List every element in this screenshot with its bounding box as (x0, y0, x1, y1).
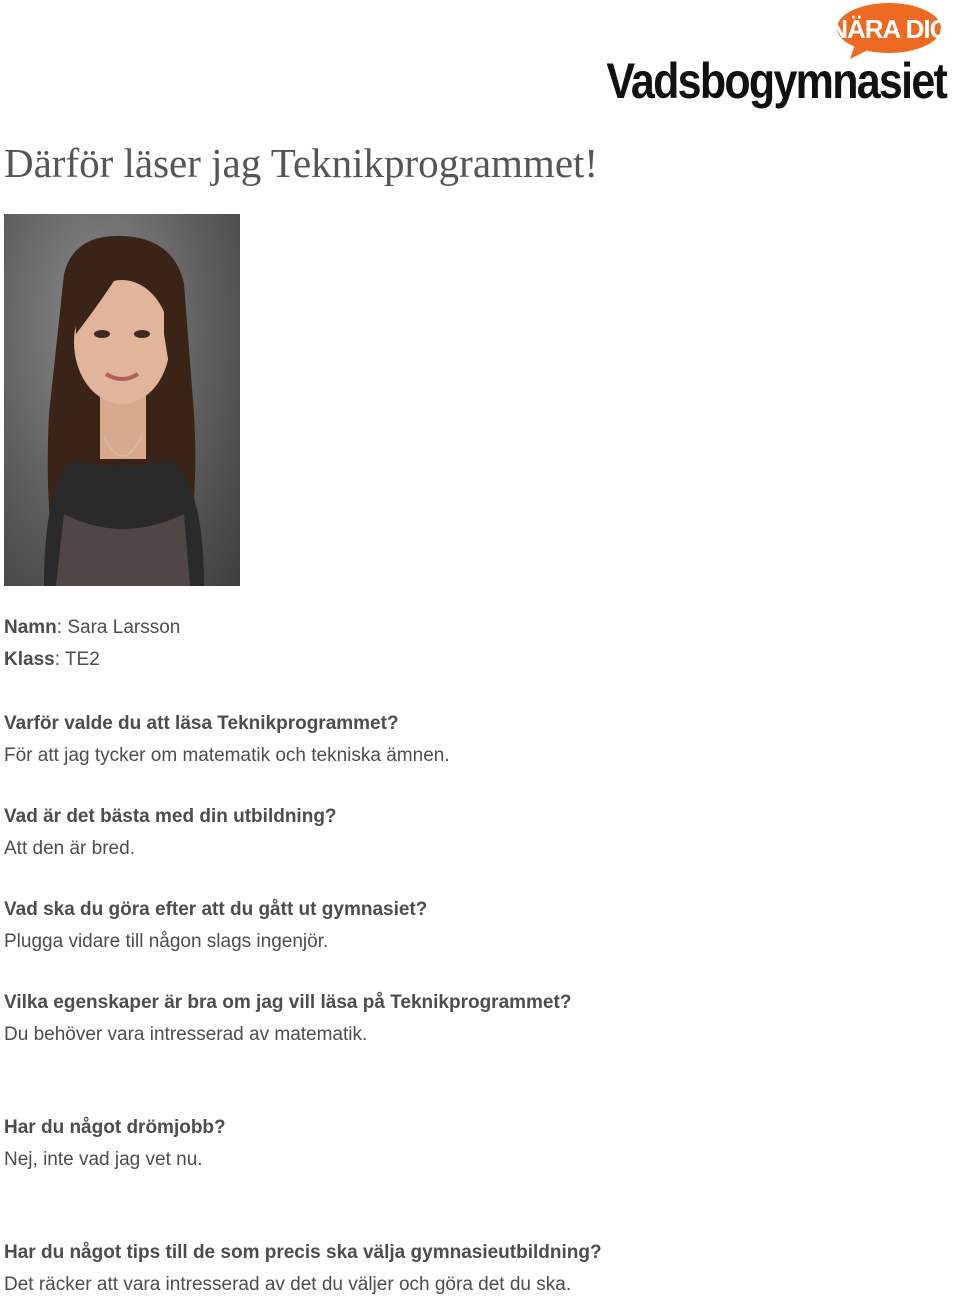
interview-content (4, 612, 944, 1301)
student-portrait (4, 214, 240, 586)
answer-1: För att jag tycker om matematik och tekniska ämnen. (4, 745, 450, 766)
answer-2: Att den är bred. (4, 838, 135, 859)
answer-4: Du behöver vara intresserad av matematik. (4, 1024, 368, 1045)
name-label: Namn (4, 617, 57, 638)
question-3: Vad ska du göra efter att du gått ut gymnasiet? (4, 899, 428, 920)
portrait-image (4, 214, 240, 586)
question-2: Vad är det bästa med din utbildning? (4, 806, 337, 827)
class-row (4, 644, 944, 676)
nara-dig-badge (829, 2, 949, 60)
question-6: Har du något tips till de som precis ska välja gymnasieutbildning? (4, 1242, 602, 1263)
question-1: Varför valde du att läsa Teknikprogrammet? (4, 713, 399, 734)
class-label: Klass (4, 649, 55, 670)
school-logo (606, 2, 949, 112)
brand-name: Vadsbogymnasiet (606, 53, 946, 109)
name-value: : Sara Larsson (56, 617, 181, 638)
answer-5: Nej, inte vad jag vet nu. (4, 1149, 203, 1170)
question-5: Har du något drömjobb? (4, 1117, 226, 1138)
answer-6: Det räcker att vara intresserad av det du väljer och göra det du ska. (4, 1274, 572, 1295)
answer-3: Plugga vidare till någon slags ingenjör. (4, 931, 329, 952)
speech-bubble-icon (829, 2, 949, 60)
question-4: Vilka egenskaper är bra om jag vill läsa på Teknikprogrammet? (4, 992, 572, 1013)
class-value: : TE2 (54, 649, 100, 670)
page-title: Därför läser jag Teknikprogrammet! (4, 140, 599, 186)
name-row (4, 612, 944, 644)
badge-text: NÄRA DIG (829, 14, 949, 44)
